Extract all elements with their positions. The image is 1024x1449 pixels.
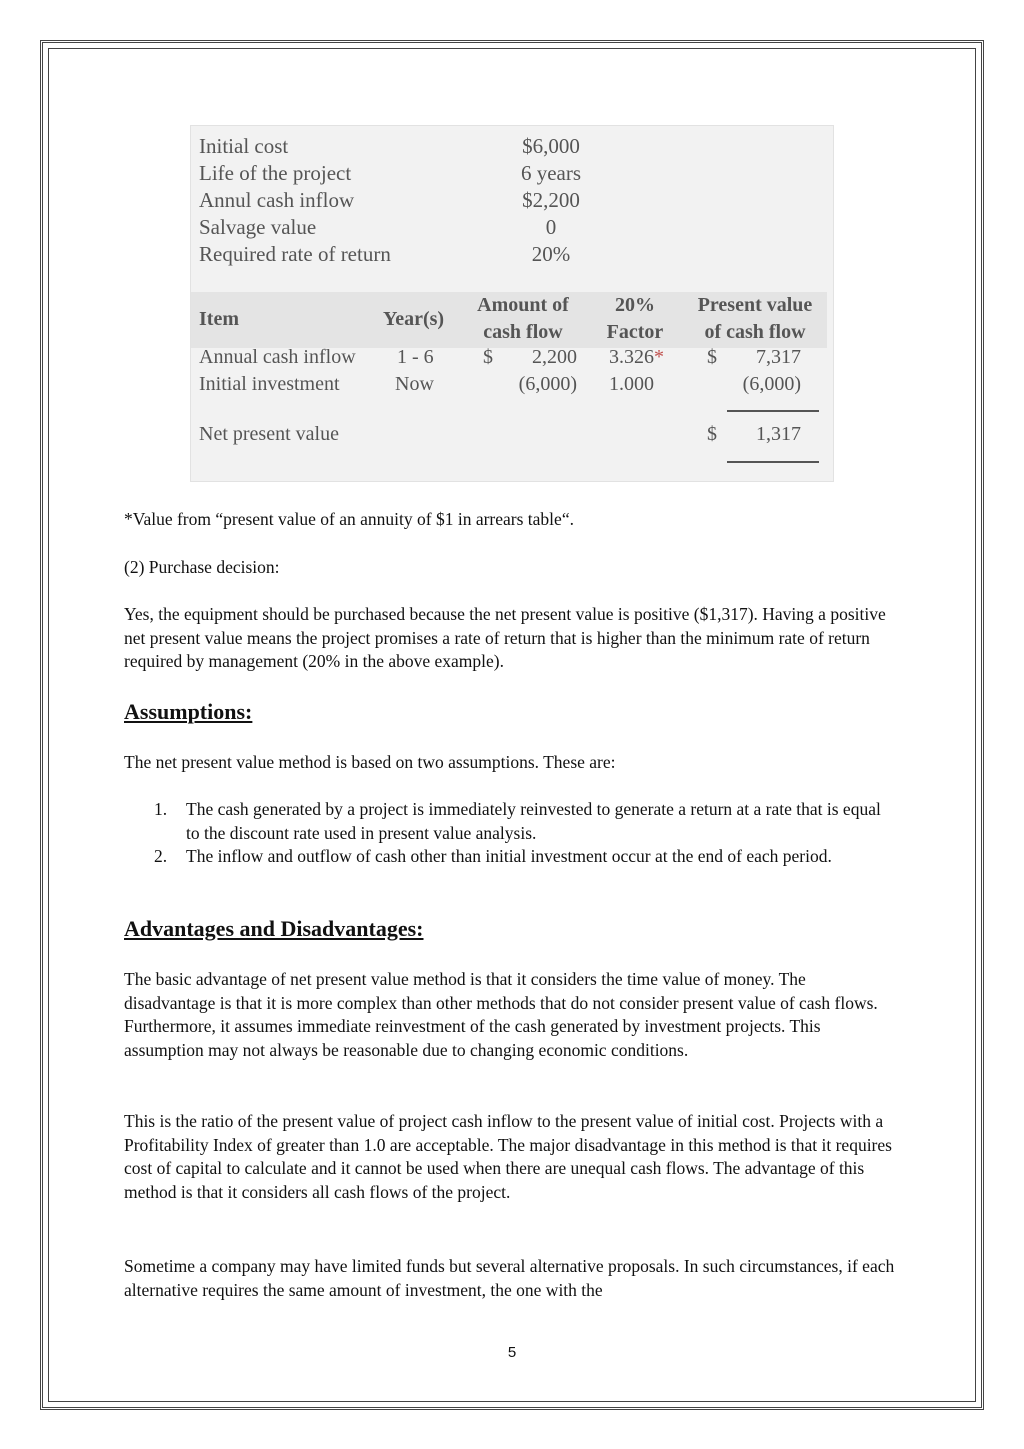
table-row	[191, 373, 831, 400]
npv-example-figure	[190, 125, 834, 482]
row-pv-dollar-sign: $	[707, 346, 717, 368]
npv-value: 1,317	[756, 423, 801, 445]
advantages-heading: Advantages and Disadvantages:	[124, 916, 424, 941]
row-item: Initial investment	[199, 373, 340, 395]
list-item-text: The inflow and outflow of cash other than initial investment occur at the end of each period.	[186, 846, 832, 866]
npv-table-header	[191, 292, 827, 348]
row-item: Annual cash inflow	[199, 346, 356, 368]
purchase-decision-paragraph: Yes, the equipment should be purchased because the net present value is positive ($1,317). Having a positive net present value means the project promises a rate of return that is higher than the minimum rate of return required by management (20% in the above example).	[124, 604, 886, 671]
row-years: 1 - 6	[397, 346, 434, 368]
param-value: $6,000	[522, 134, 580, 158]
param-row	[199, 161, 599, 188]
factor-footnote-mark: *	[654, 346, 664, 368]
list-item-text: The cash generated by a project is immediately reinvested to generate a return at a rate that is equal to the discount rate used in present value analysis.	[186, 799, 881, 843]
row-factor	[609, 346, 664, 369]
header-factor-line2: Factor	[606, 321, 664, 343]
npv-dollar-sign: $	[707, 423, 717, 445]
header-factor-line1: 20%	[615, 294, 655, 316]
row-factor	[609, 373, 654, 396]
row-years: Now	[395, 373, 434, 395]
param-label: Life of the project	[199, 161, 352, 185]
advantages-paragraph-1: The basic advantage of net present value method is that it considers the time value of money. The disadvantage is that it is more complex than other methods that do not consider present value of cash flows. Furthermore, it assumes immediate reinvestment of the cash generated by investment projects. This assumption may not always be reasonable due to changing economic conditions.	[124, 969, 878, 1060]
list-item-number: 2.	[154, 846, 168, 866]
param-label: Salvage value	[199, 215, 317, 239]
param-row	[199, 188, 599, 215]
npv-total-row	[191, 423, 831, 450]
list-item	[124, 845, 896, 869]
header-years: Year(s)	[383, 308, 445, 330]
row-present-value: 7,317	[756, 346, 801, 368]
param-value: 6 years	[520, 161, 582, 185]
param-value: 0	[545, 215, 557, 239]
param-label: Required rate of return	[199, 242, 391, 266]
row-factor-value: 3.326	[609, 346, 654, 368]
footnote: *Value from “present value of an annuity of $1 in arrears table“.	[124, 509, 574, 529]
assumptions-heading: Assumptions:	[124, 699, 253, 724]
row-amount: 2,200	[532, 346, 577, 368]
page-number: 5	[507, 1344, 517, 1361]
header-pv-line1: Present value	[697, 294, 813, 316]
advantages-paragraph-2: This is the ratio of the present value of project cash inflow to the present value of initial cost. Projects with a Profitability Index of greater than 1.0 are acceptable. The major disadvantage in this method is that it requires cost of capital to calculate and it cannot be used when there are unequal cash flows. The advantage of this method is that it considers all cash flows of the project.	[124, 1111, 892, 1202]
header-item: Item	[199, 308, 239, 330]
row-factor-value: 1.000	[609, 373, 654, 395]
param-row	[199, 215, 599, 242]
param-row	[199, 242, 599, 269]
row-amount: (6,000)	[518, 373, 577, 395]
param-label: Initial cost	[199, 134, 289, 158]
row-dollar-sign: $	[483, 346, 493, 368]
list-item	[124, 798, 896, 845]
header-amount-line2: cash flow	[483, 321, 563, 343]
param-value: $2,200	[522, 188, 580, 212]
purchase-decision-heading: (2) Purchase decision:	[124, 557, 280, 577]
param-row	[199, 134, 599, 161]
header-pv-line2: of cash flow	[704, 321, 806, 343]
assumptions-list	[124, 798, 896, 869]
subtotal-rule	[727, 410, 819, 412]
list-item-number: 1.	[154, 799, 168, 819]
header-amount-line1: Amount of	[477, 294, 569, 316]
total-rule	[727, 461, 819, 463]
param-value: 20%	[531, 242, 571, 266]
advantages-paragraph-3: Sometime a company may have limited funds but several alternative proposals. In such circumstances, if each alternative requires the same amount of investment, the one with the	[124, 1256, 895, 1300]
table-row	[191, 346, 831, 373]
param-label: Annul cash inflow	[199, 188, 355, 212]
row-present-value: (6,000)	[742, 373, 801, 395]
assumptions-intro: The net present value method is based on two assumptions. These are:	[124, 752, 616, 772]
npv-label: Net present value	[199, 423, 339, 445]
